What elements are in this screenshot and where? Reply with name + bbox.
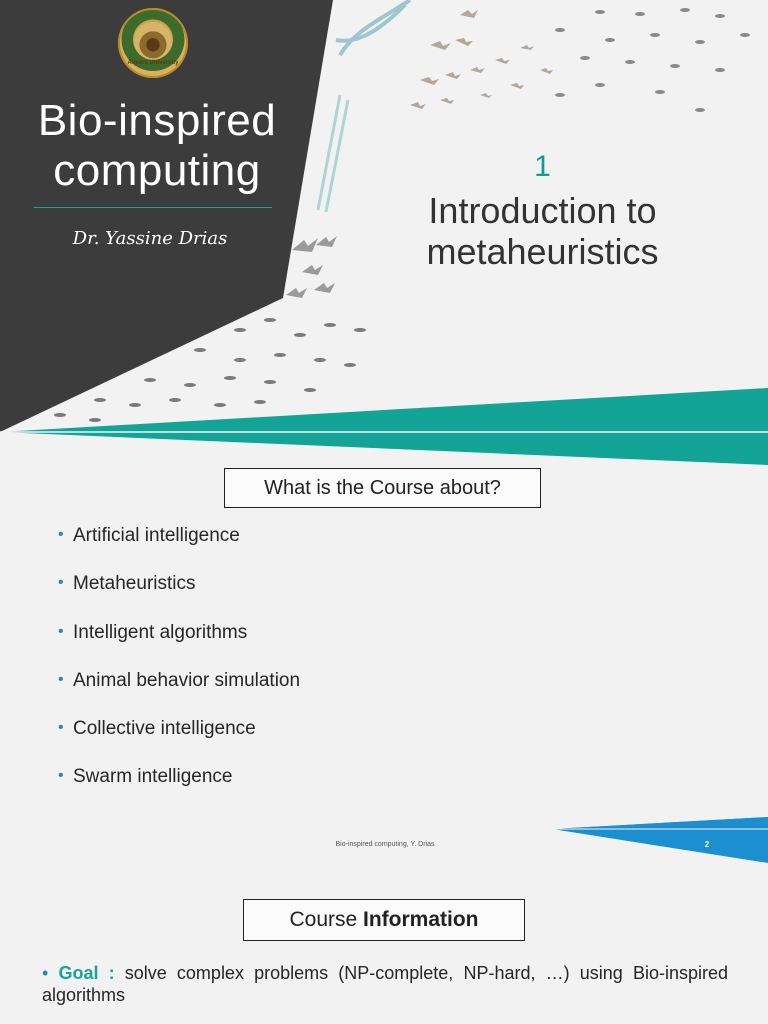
topic-list <box>58 525 300 815</box>
title-line-1: Bio-inspired <box>37 96 277 145</box>
list-item: • Artificial intelligence <box>58 525 240 546</box>
birds-illustration <box>410 10 553 109</box>
bullet-icon: • <box>58 670 64 688</box>
title-divider <box>34 207 272 208</box>
list-item: • Metaheuristics <box>58 573 196 595</box>
blue-triangle <box>552 817 768 863</box>
bullet-icon: • <box>58 719 64 737</box>
title-slide <box>0 0 768 465</box>
author-name: Dr. Yassine Drias <box>72 228 228 249</box>
university-logo <box>118 8 188 78</box>
bullet-icon: • <box>58 574 64 592</box>
ants-top-illustration <box>555 8 750 112</box>
bullet-icon: • <box>42 963 59 983</box>
page-number: 2 <box>704 840 710 849</box>
chapter-number: 1 <box>534 150 551 183</box>
course-information-slide <box>0 863 768 1024</box>
logo-tree-emblem <box>134 22 172 60</box>
dna-helix-illustration <box>336 0 410 55</box>
title-line-2: computing <box>53 146 261 195</box>
bullet-icon: • <box>58 767 64 785</box>
goal-text: solve complex problems (NP-complete, NP-hard, …) using Bio-inspired algorithms <box>42 963 728 1005</box>
bullet-icon: • <box>58 526 64 543</box>
goal-label: Goal : <box>58 963 115 983</box>
logo-text: Algiers University <box>127 60 179 66</box>
slide-footer: Bio-inspired computing, Y. Drias <box>335 841 435 848</box>
goal-paragraph <box>42 962 728 1006</box>
list-item: • Intelligent algorithms <box>58 621 248 643</box>
bullet-icon: • <box>58 622 64 640</box>
chapter-title-line-1: Introduction to <box>428 190 657 231</box>
teal-stripe-upper <box>0 388 768 432</box>
list-item: • Animal behavior simulation <box>58 669 301 691</box>
list-item: • Swarm intelligence <box>58 766 233 788</box>
course-information-box: Course Information <box>243 899 525 941</box>
chapter-title-line-2: metaheuristics <box>426 231 659 272</box>
presentation-title <box>0 96 314 196</box>
chapter-title <box>370 190 715 272</box>
list-item: • Collective intelligence <box>58 718 256 740</box>
section-title-box: What is the Course about? <box>224 468 541 508</box>
teal-stripe-lower <box>0 432 768 465</box>
course-about-slide <box>0 465 768 863</box>
dna-strand-illustration <box>318 95 348 212</box>
